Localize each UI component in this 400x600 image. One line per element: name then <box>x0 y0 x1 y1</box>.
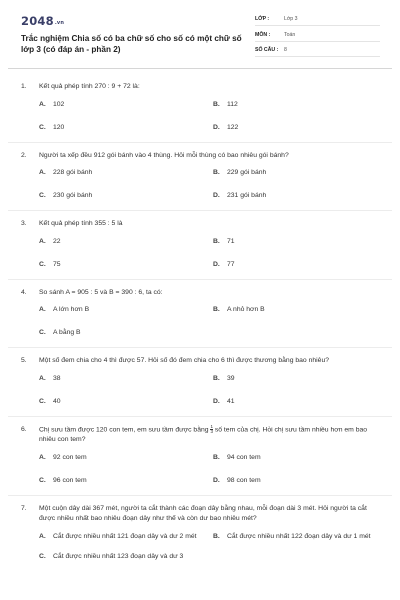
option-text: 77 <box>227 260 235 268</box>
option-letter: D. <box>213 123 220 131</box>
option-b[interactable] <box>213 100 383 110</box>
option-letter: C. <box>39 397 46 405</box>
option-letter: B. <box>213 306 220 313</box>
logo-tld: .vn <box>54 20 65 26</box>
option-text: 98 con tem <box>227 476 261 484</box>
question-text: So sánh A = 905 : 5 và B = 390 : 6, ta có: <box>39 288 163 296</box>
option-text: 39 <box>227 374 235 382</box>
option-c[interactable] <box>39 191 213 201</box>
header-divider <box>8 68 392 69</box>
question-6 <box>0 417 400 486</box>
option-letter: B. <box>213 374 220 382</box>
question-number: 4. <box>21 288 27 296</box>
document-title: Trắc nghiệm Chia số có ba chữ số cho số có một chữ số lớp 3 (có đáp án - phần 2) <box>21 34 242 54</box>
meta-grade-label: LỚP : <box>255 16 270 22</box>
option-text: A nhỏ hơn B <box>227 306 265 313</box>
site-logo[interactable] <box>21 14 64 28</box>
question-number: 6. <box>21 425 27 433</box>
question-number: 2. <box>21 151 27 159</box>
option-text: Cắt được nhiều nhất 123 đoạn dây và dư 3 <box>53 552 184 560</box>
option-text: 40 <box>53 397 61 405</box>
option-c[interactable] <box>39 476 213 486</box>
option-letter: D. <box>213 397 220 405</box>
question-4 <box>0 280 400 339</box>
option-text: 41 <box>227 397 235 405</box>
question-7 <box>0 496 400 562</box>
option-letter: B. <box>213 169 220 176</box>
question-text: Một số đem chia cho 4 thì được 57. Hỏi số đó đem chia cho 6 thì được thương bằng bao nhiêu? <box>39 357 330 364</box>
question-number: 3. <box>21 220 27 227</box>
option-b[interactable] <box>213 305 383 315</box>
option-text: 112 <box>227 100 238 108</box>
option-letter: B. <box>213 237 220 245</box>
option-letter: A. <box>39 306 46 313</box>
fraction <box>210 425 213 434</box>
option-text: A bằng B <box>53 329 81 336</box>
meta-question-count <box>255 45 380 57</box>
option-c[interactable] <box>39 260 213 270</box>
option-a[interactable] <box>39 237 213 247</box>
option-b[interactable] <box>213 168 383 178</box>
question-text-part: Chị sưu tầm được 120 con tem, em sưu tầm được bằng <box>39 425 209 433</box>
option-letter: D. <box>213 260 220 268</box>
option-letter: D. <box>213 476 220 484</box>
option-letter: A. <box>39 100 46 108</box>
option-c[interactable] <box>39 328 213 338</box>
option-a[interactable] <box>39 100 213 110</box>
option-letter: C. <box>39 260 46 268</box>
document-header <box>0 0 400 68</box>
option-b[interactable] <box>213 237 383 247</box>
question-3 <box>0 211 400 270</box>
option-letter: A. <box>39 374 46 382</box>
fraction-denominator: 3 <box>210 428 213 434</box>
option-text: Cắt được nhiều nhất 122 đoạn dây và dư 1 mét <box>227 532 371 540</box>
meta-question-count-label: SỐ CÂU : <box>255 47 279 53</box>
option-c[interactable] <box>39 123 213 133</box>
option-d[interactable] <box>213 476 383 486</box>
option-text: 231 gói bánh <box>227 192 267 199</box>
option-c[interactable] <box>39 552 213 562</box>
option-a[interactable] <box>39 374 213 384</box>
option-letter: D. <box>213 192 220 199</box>
option-a[interactable] <box>39 168 213 178</box>
option-d[interactable] <box>213 123 383 133</box>
option-letter: B. <box>213 453 220 461</box>
fraction-numerator: 1 <box>210 423 213 429</box>
option-text: 102 <box>53 100 65 108</box>
option-a[interactable] <box>39 453 213 463</box>
option-text: 96 con tem <box>53 476 87 484</box>
option-text: 230 gói bánh <box>53 192 93 199</box>
option-d[interactable] <box>213 191 383 201</box>
meta-subject <box>255 30 380 42</box>
meta-question-count-value: 8 <box>284 47 287 53</box>
option-text: 229 gói bánh <box>227 169 267 176</box>
option-text: Cắt được nhiều nhất 121 đoạn dây và dư 2 mét <box>53 532 197 540</box>
option-letter: C. <box>39 476 46 484</box>
option-d[interactable] <box>213 397 383 407</box>
meta-subject-label: MÔN : <box>255 32 271 38</box>
option-a[interactable] <box>39 532 213 542</box>
option-text: 92 con tem <box>53 453 87 461</box>
option-letter: C. <box>39 552 46 560</box>
option-b[interactable] <box>213 532 383 542</box>
option-text: 120 <box>53 123 65 131</box>
option-b[interactable] <box>213 374 383 384</box>
question-text: Một cuộn dây dài 367 mét, người ta cắt thành các đoạn dây bằng nhau, mỗi đoạn dài 3 mét. Hỏi người ta cắt được nhiều nhất bao nhiêu đoạn dây như thế và còn dư bao nhiêu mét? <box>39 504 367 523</box>
question-number: 7. <box>21 504 27 512</box>
option-text: 38 <box>53 374 61 382</box>
logo-text: 2048 <box>21 14 54 28</box>
option-letter: B. <box>213 100 220 108</box>
question-text: Kết quả phép tính 270 : 9 + 72 là: <box>39 83 140 90</box>
option-letter: B. <box>213 532 220 540</box>
option-a[interactable] <box>39 305 213 315</box>
question-text: Kết quả phép tính 355 : 5 là <box>39 220 123 227</box>
meta-subject-value: Toán <box>284 32 296 38</box>
option-letter: A. <box>39 453 46 461</box>
question-text: Người ta xếp đều 912 gói bánh vào 4 thùng. Hỏi mỗi thùng có bao nhiêu gói bánh? <box>39 151 289 159</box>
option-b[interactable] <box>213 453 383 463</box>
question-2 <box>0 143 400 202</box>
option-letter: A. <box>39 237 46 245</box>
option-letter: C. <box>39 192 46 199</box>
option-d[interactable] <box>213 260 383 270</box>
option-text: 122 <box>227 123 239 131</box>
question-text <box>39 425 380 446</box>
question-number: 1. <box>21 83 27 90</box>
question-text-part: số tem của chị. Hỏi chị sưu tầm nhiều hơn em bao nhiêu con tem? <box>39 425 368 444</box>
meta-grade <box>255 14 380 26</box>
option-text: A lớn hơn B <box>53 306 90 313</box>
option-text: 75 <box>53 260 61 268</box>
option-c[interactable] <box>39 397 213 407</box>
option-text: 71 <box>227 237 235 245</box>
question-list <box>0 74 400 571</box>
question-5 <box>0 348 400 407</box>
question-number: 5. <box>21 357 27 364</box>
option-letter: A. <box>39 169 46 176</box>
option-letter: C. <box>39 329 46 336</box>
option-text: 22 <box>53 237 61 245</box>
question-1 <box>0 74 400 133</box>
option-letter: C. <box>39 123 46 131</box>
option-letter: A. <box>39 532 46 540</box>
meta-grade-value: Lớp 3 <box>284 16 298 22</box>
option-text: 228 gói bánh <box>53 169 93 176</box>
option-text: 94 con tem <box>227 453 261 461</box>
